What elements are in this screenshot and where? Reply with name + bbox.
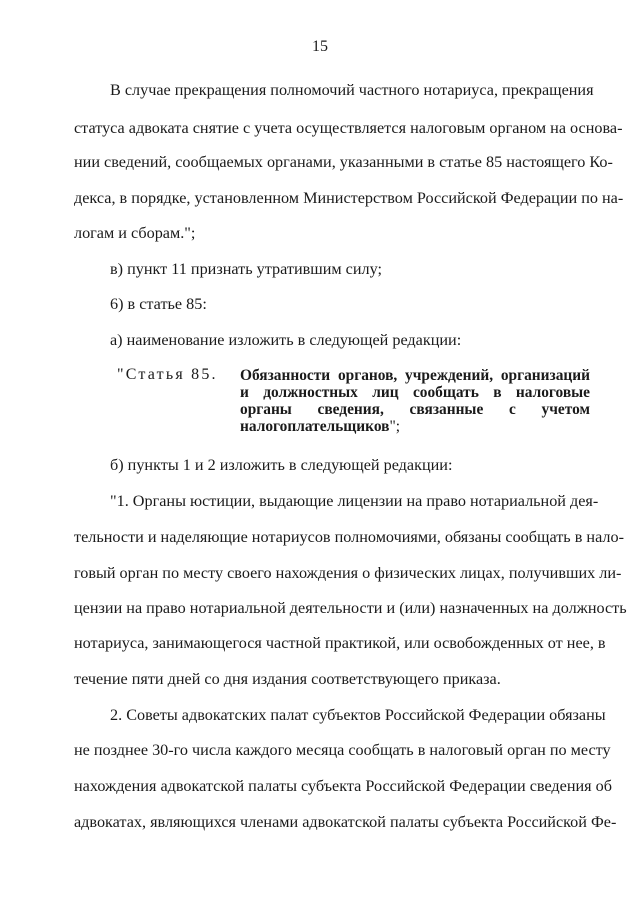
item-b: б) пункты 1 и 2 изложить в следующей редакции: bbox=[110, 456, 453, 474]
item-v: в) пункт 11 признать утратившим силу; bbox=[110, 260, 382, 278]
point-2-line-2: не позднее 30-го числа каждого месяца сообщать в налоговый орган по месту bbox=[74, 741, 611, 759]
point-1-line-5: нотариуса, занимающегося частной практикой, или освобожденных от нее, в bbox=[74, 634, 606, 652]
item-a: а) наименование изложить в следующей редакции: bbox=[110, 331, 462, 349]
paragraph-1-line-4: декса, в порядке, установленном Министерством Российской Федерации по на- bbox=[74, 189, 624, 207]
item-6: 6) в статье 85: bbox=[110, 295, 207, 313]
article-title-line-2: и должностных лиц сообщать в налоговые bbox=[240, 384, 590, 401]
article-title-last-text: налогоплательщиков bbox=[240, 418, 390, 435]
point-2-line-1: 2. Советы адвокатских палат субъектов Российской Федерации обязаны bbox=[110, 706, 606, 724]
paragraph-1-line-1: В случае прекращения полномочий частного нотариуса, прекращения bbox=[110, 81, 594, 99]
article-title-suffix: "; bbox=[389, 418, 401, 435]
article-title-line-4 bbox=[240, 418, 590, 435]
page-number: 15 bbox=[312, 38, 328, 55]
point-1-line-4: цензии на право нотариальной деятельности и (или) назначенных на должность bbox=[74, 599, 627, 617]
article-title-line-1: Обязанности органов, учреждений, организаций bbox=[240, 367, 590, 384]
point-1-line-2: тельности и наделяющие нотариусов полномочиями, обязаны сообщать в нало- bbox=[74, 528, 624, 546]
paragraph-1-line-5: логам и сборам."; bbox=[74, 224, 196, 242]
point-1-line-1: "1. Органы юстиции, выдающие лицензии на право нотариальной дея- bbox=[110, 492, 599, 510]
point-2-line-3: нахождения адвокатской палаты субъекта Российской Федерации сведения об bbox=[74, 777, 612, 795]
article-title-line-3: органы сведения, связанные с учетом bbox=[240, 401, 590, 418]
point-1-line-3: говый орган по месту своего нахождения о физических лицах, получивших ли- bbox=[74, 564, 622, 582]
paragraph-1-line-3: нии сведений, сообщаемых органами, указанными в статье 85 настоящего Ко- bbox=[74, 153, 613, 171]
paragraph-1-line-2: статуса адвоката снятие с учета осуществляется налоговым органом на основа- bbox=[74, 119, 623, 137]
point-2-line-4: адвокатах, являющихся членами адвокатской палаты субъекта Российской Фе- bbox=[74, 813, 617, 831]
article-label: "Статья 85. bbox=[117, 366, 218, 383]
point-1-line-6: течение пяти дней со дня издания соответствующего приказа. bbox=[74, 670, 501, 688]
